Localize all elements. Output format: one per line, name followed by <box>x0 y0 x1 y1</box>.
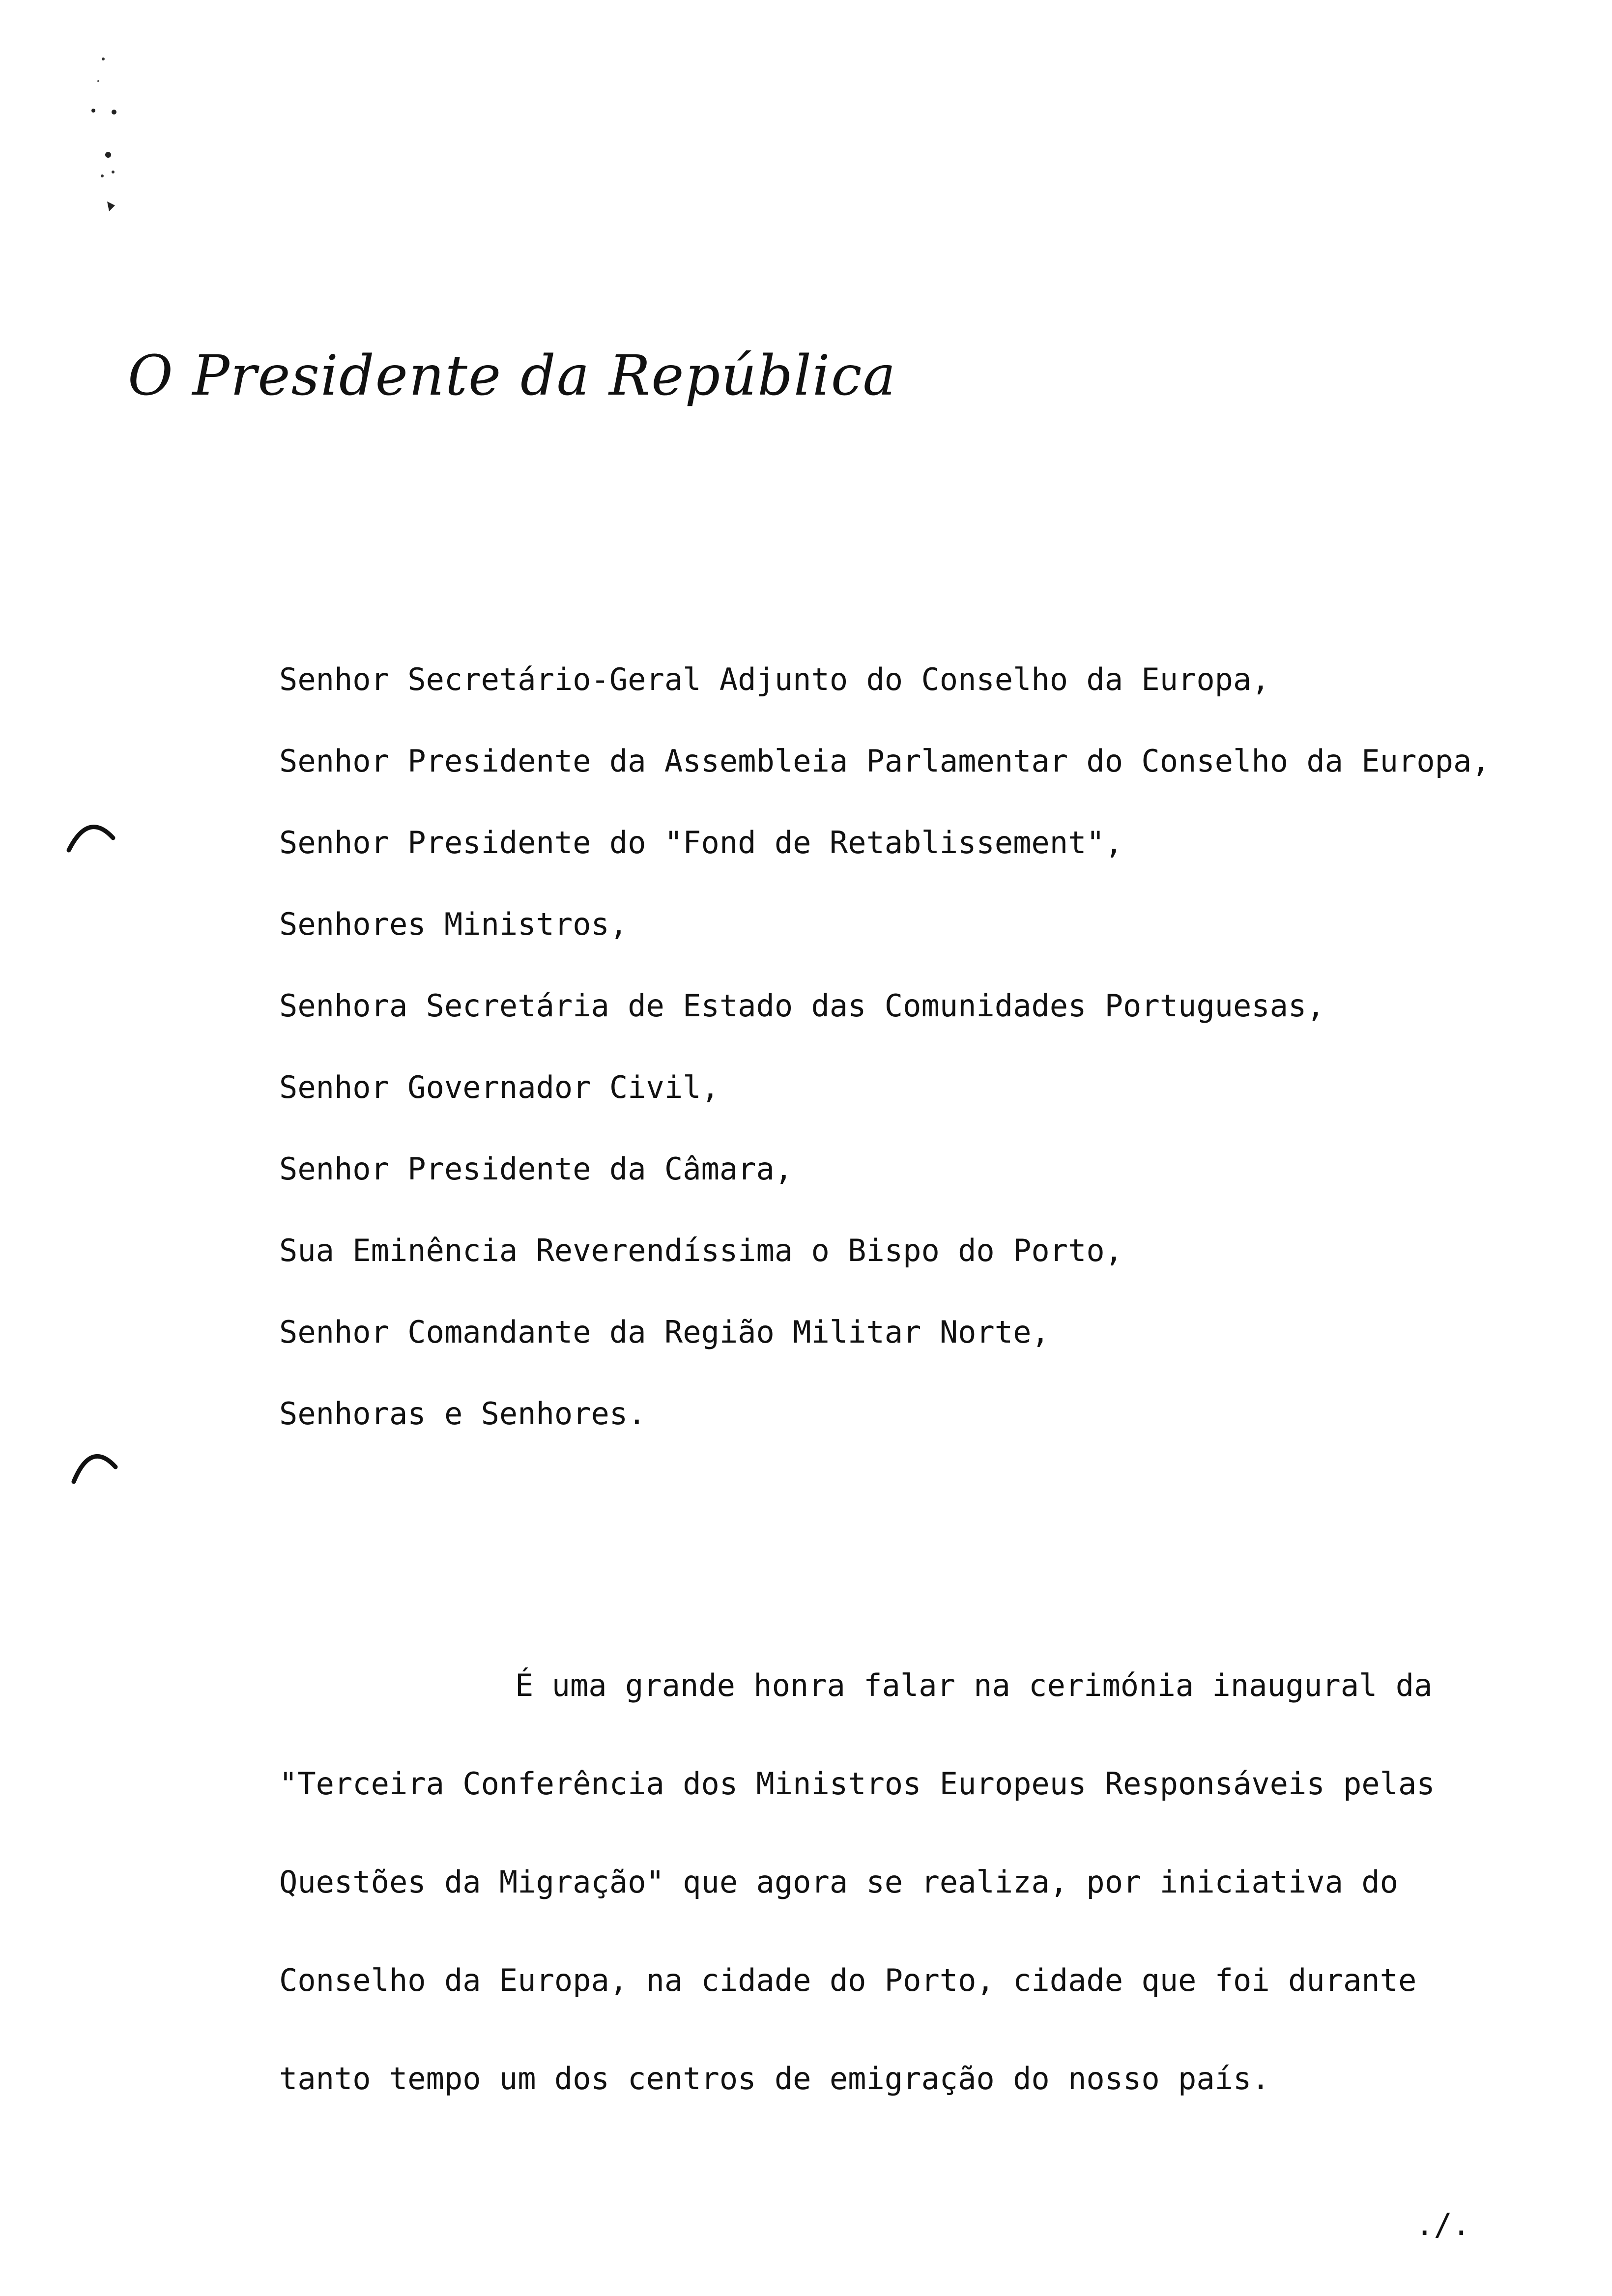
salutation-line: Senhora Secretária de Estado das Comunidades Portuguesas, <box>279 988 1325 1024</box>
paragraph-line: tanto tempo um dos centros de emigração do nosso país. <box>279 2061 1270 2096</box>
paragraph-line: Questões da Migração" que agora se realiza, por iniciativa do <box>279 1864 1398 1900</box>
salutation-line: Senhor Presidente do "Fond de Retablissement", <box>279 825 1123 861</box>
paragraph-line: Conselho da Europa, na cidade do Porto, cidade que foi durante <box>279 1962 1417 1998</box>
page-continuation-mark: ./. <box>1415 2207 1470 2242</box>
salutation-line: Senhor Comandante da Região Militar Norte, <box>279 1314 1050 1350</box>
salutation-line: Senhores Ministros, <box>279 906 628 942</box>
salutation-line: Senhor Governador Civil, <box>279 1069 720 1105</box>
salutations-list <box>279 639 1606 1455</box>
opening-paragraph <box>279 1636 1518 2128</box>
paragraph-line: É uma grande honra falar na cerimónia inaugural da <box>515 1667 1433 1703</box>
salutation-line: Senhor Secretário-Geral Adjunto do Conselho da Europa, <box>279 661 1270 697</box>
scan-artifacts <box>84 49 143 226</box>
salutation-line: Senhoras e Senhores. <box>279 1396 646 1432</box>
punch-hole-mark-top <box>64 816 118 855</box>
paragraph-line: "Terceira Conferência dos Ministros Europeus Responsáveis pelas <box>279 1766 1435 1802</box>
letterhead-title: O Presidente da República <box>128 344 897 408</box>
punch-hole-mark-bottom <box>69 1445 123 1484</box>
salutation-line: Senhor Presidente da Assembleia Parlamentar do Conselho da Europa, <box>279 743 1490 779</box>
salutation-line: Senhor Presidente da Câmara, <box>279 1151 793 1187</box>
salutation-line: Sua Eminência Reverendíssima o Bispo do Porto, <box>279 1233 1123 1268</box>
